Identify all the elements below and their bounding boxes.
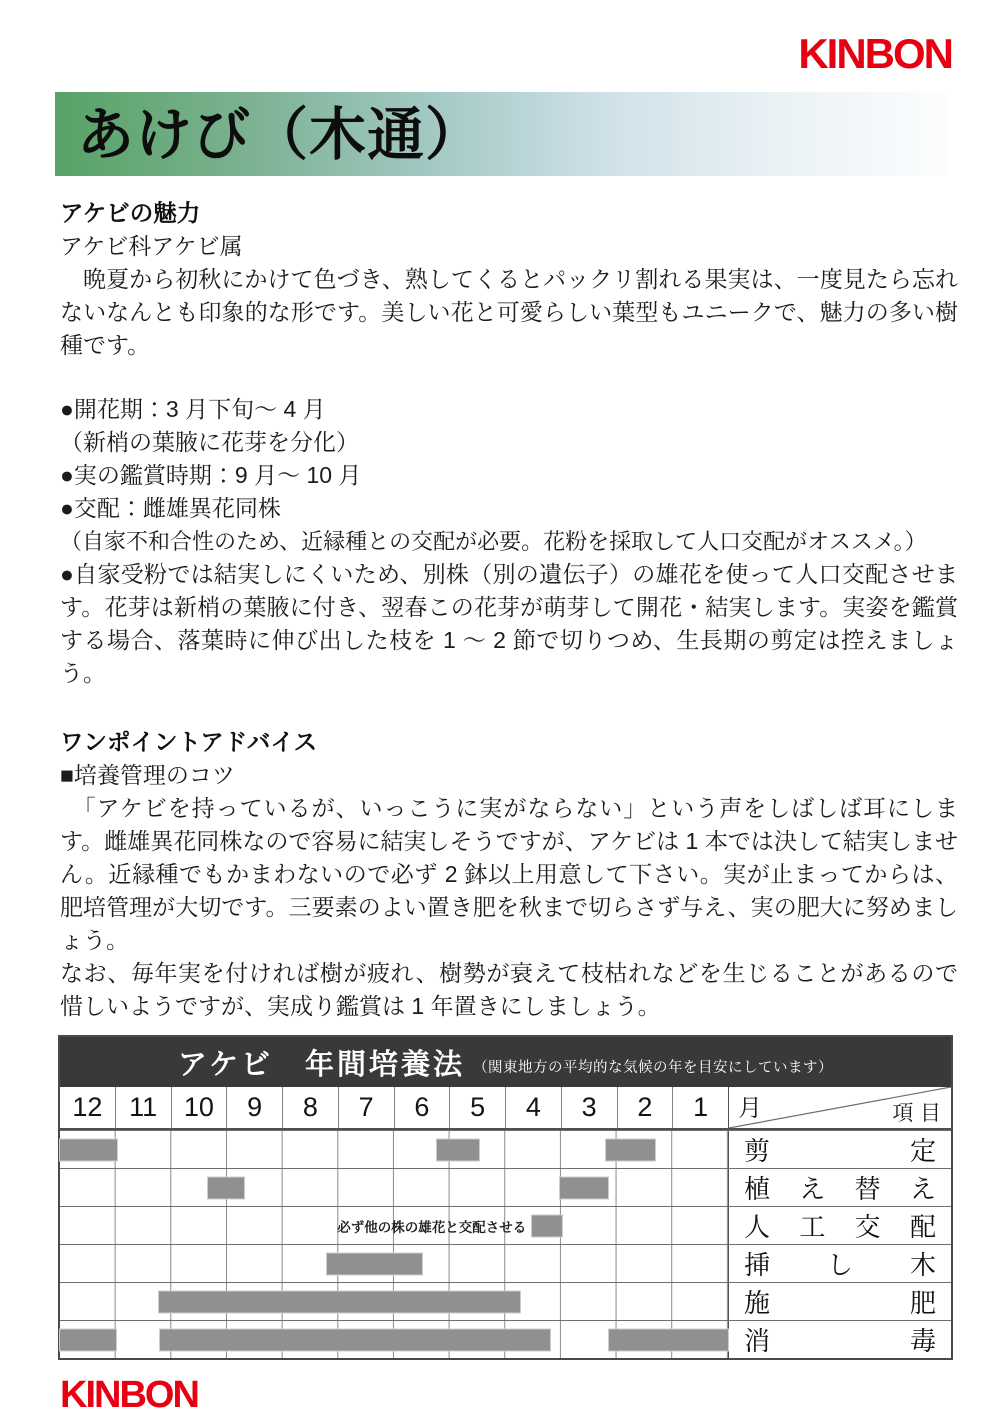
kinbon-logo-top: KINBON <box>798 30 952 77</box>
month-cell: 4 <box>506 1087 562 1128</box>
month-cell: 10 <box>172 1087 228 1128</box>
activity-bar <box>606 1139 654 1160</box>
calendar-row <box>60 1282 951 1320</box>
month-cell: 8 <box>283 1087 339 1128</box>
month-item-corner-cell <box>728 1087 951 1128</box>
row-label-char: 定 <box>909 1137 936 1167</box>
advice-subheading: ■培養管理のコツ <box>60 762 235 788</box>
mating-line: ●交配：雌雄異花同株 <box>60 495 281 521</box>
calendar-row-timeline <box>60 1283 728 1320</box>
activity-bar <box>532 1215 562 1236</box>
activity-bar <box>208 1177 244 1198</box>
activity-bar <box>437 1139 479 1160</box>
calendar-row-label <box>728 1283 951 1320</box>
row-label-char: 毒 <box>909 1327 936 1357</box>
month-cell: 11 <box>116 1087 172 1128</box>
row-label-char: し <box>826 1251 853 1281</box>
intro-heading: アケビの魅力 <box>60 200 201 226</box>
corner-month-label: 月 <box>738 1094 762 1122</box>
advice-paragraph-1: 「アケビを持っているが、いっこうに実がならない」という声をしばしば耳にします。雌雄異花同株なので容易に結実しそうですが、アケビは 1 本では決して結実しません。近縁種でもかまわないので必ず 2 鉢以上用意して下さい。実が止まってからは、肥培管理が大切です。三要素のよい置き肥を秋まで切らさず与え、実の肥大に努めましょう。 <box>60 795 958 953</box>
calendar-title: アケビ 年間培養法 <box>177 1046 466 1081</box>
facts-block <box>60 393 958 690</box>
calendar-note: 必ず他の株の雄花と交配させる <box>337 1219 527 1236</box>
month-cell: 3 <box>562 1087 618 1128</box>
bloom-period-line: ●開花期：3 月下旬～ 4 月 <box>60 396 326 422</box>
row-label-char: 交 <box>854 1213 881 1243</box>
calendar-row-timeline <box>60 1131 728 1168</box>
kinbon-logo-bottom: KINBON <box>60 1374 198 1415</box>
cultivation-calendar <box>58 1035 953 1360</box>
calendar-month-header-row <box>60 1087 951 1130</box>
calendar-row-timeline <box>60 1245 728 1282</box>
taxonomy-line: アケビ科アケビ属 <box>60 233 243 259</box>
calendar-row <box>60 1206 951 1244</box>
activity-bar <box>609 1329 728 1350</box>
row-label-char: 消 <box>744 1327 771 1357</box>
calendar-row-label <box>728 1321 951 1358</box>
calendar-row-label <box>728 1207 951 1244</box>
calendar-subtitle: （関東地方の平均的な気候の年を目安にしています） <box>473 1059 834 1076</box>
bloom-note-line: （新梢の葉腋に花芽を分化） <box>60 429 359 455</box>
row-label-char: え <box>909 1175 936 1205</box>
calendar-rows <box>60 1130 951 1358</box>
activity-bar <box>327 1253 423 1274</box>
calendar-row <box>60 1320 951 1358</box>
row-label-char: 挿 <box>744 1251 771 1281</box>
row-label-char: 配 <box>909 1213 936 1243</box>
row-label-char: え <box>799 1175 826 1205</box>
calendar-row-label <box>728 1131 951 1168</box>
intro-paragraph: 晩夏から初秋にかけて色づき、熟してくるとパックリ割れる果実は、一度見たら忘れないなんとも印象的な形です。美しい花と可愛らしい葉型もユニークで、魅力の多い樹種です。 <box>60 266 958 358</box>
advice-block <box>60 726 958 1023</box>
mating-note-line: （自家不和合性のため、近縁種との交配が必要。花粉を採取して人口交配がオススメ。） <box>60 529 927 554</box>
row-label-char: 替 <box>854 1175 881 1205</box>
calendar-row-label <box>728 1169 951 1206</box>
calendar-row-label <box>728 1245 951 1282</box>
body-content <box>60 197 958 1023</box>
row-label-char: 施 <box>744 1289 771 1319</box>
month-cell: 2 <box>618 1087 674 1128</box>
row-label-char: 剪 <box>744 1137 771 1167</box>
month-header-cells <box>60 1087 728 1128</box>
row-label-char: 工 <box>799 1213 826 1243</box>
row-label-char: 人 <box>744 1213 771 1243</box>
calendar-header <box>60 1037 951 1087</box>
calendar-row-timeline <box>60 1207 728 1244</box>
advice-heading: ワンポイントアドバイス <box>60 729 318 755</box>
calendar-row-timeline <box>60 1169 728 1206</box>
calendar-row <box>60 1130 951 1168</box>
fruit-period-line: ●実の鑑賞時期：9 月～ 10 月 <box>60 462 362 488</box>
row-label-char: 木 <box>909 1251 936 1281</box>
month-cell: 9 <box>227 1087 283 1128</box>
row-label-char: 肥 <box>909 1289 936 1319</box>
activity-bar <box>560 1177 608 1198</box>
month-cell: 5 <box>450 1087 506 1128</box>
page-title: あけび（木通） <box>77 100 483 168</box>
month-cell: 12 <box>60 1087 116 1128</box>
month-cell: 6 <box>395 1087 451 1128</box>
self-pollination-paragraph: ●自家受粉では結実しにくいため、別株（別の遺伝子）の雄花を使って人口交配させます。花芽は新梢の葉腋に付き、翌春この花芽が萌芽して開花・結実します。実姿を鑑賞する場合、落葉時に伸び出した枝を 1 ～ 2 節で切りつめ、生長期の剪定は控えましょう。 <box>60 561 958 686</box>
activity-bar <box>60 1329 116 1350</box>
month-cell: 7 <box>339 1087 395 1128</box>
corner-item-label: 項 目 <box>892 1101 941 1125</box>
month-cell: 1 <box>693 1092 709 1122</box>
activity-bar <box>159 1291 520 1312</box>
calendar-row <box>60 1244 951 1282</box>
title-banner <box>55 92 947 176</box>
activity-bar <box>160 1329 551 1350</box>
calendar-row-timeline <box>60 1321 728 1358</box>
row-label-char: 植 <box>744 1175 771 1205</box>
advice-paragraph-2: なお、毎年実を付ければ樹が疲れ、樹勢が衰えて枝枯れなどを生じることがあるので惜しいようですが、実成り鑑賞は 1 年置きにしましょう。 <box>60 960 958 1019</box>
calendar-row <box>60 1168 951 1206</box>
activity-bar <box>60 1139 117 1160</box>
